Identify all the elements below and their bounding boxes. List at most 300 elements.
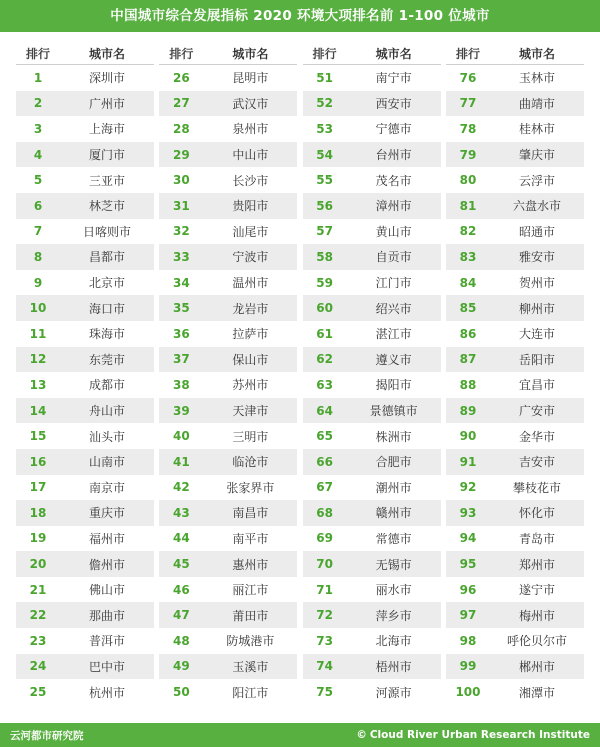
table-column xyxy=(303,42,441,705)
city-cell: 茂名市 xyxy=(375,173,412,188)
table-row xyxy=(16,526,154,552)
city-cell: 泉州市 xyxy=(232,122,269,137)
city-cell: 广州市 xyxy=(88,96,125,111)
table-row xyxy=(446,244,584,270)
table-row xyxy=(159,65,297,91)
rank-cell: 95 xyxy=(459,557,477,572)
table-row xyxy=(16,167,154,193)
city-cell: 雅安市 xyxy=(518,250,555,265)
rank-cell: 15 xyxy=(29,429,47,444)
table-column xyxy=(16,42,154,705)
rank-cell: 3 xyxy=(33,121,43,136)
table-row xyxy=(303,654,441,680)
table-row xyxy=(446,679,584,705)
table-row xyxy=(159,193,297,219)
city-cell: 青岛市 xyxy=(518,531,555,546)
table-column xyxy=(446,42,584,705)
rank-cell: 47 xyxy=(172,608,190,623)
rank-cell: 80 xyxy=(459,173,477,188)
rank-cell: 39 xyxy=(172,403,190,418)
rank-cell: 68 xyxy=(316,505,333,520)
table-row xyxy=(446,475,584,501)
city-cell: 云浮市 xyxy=(518,173,555,188)
table-row xyxy=(16,270,154,296)
table-row xyxy=(159,398,297,424)
rank-cell: 32 xyxy=(172,224,190,239)
table-row xyxy=(446,423,584,449)
rank-cell: 30 xyxy=(172,173,190,188)
city-cell: 武汉市 xyxy=(232,96,269,111)
rank-cell: 38 xyxy=(172,377,190,392)
table-row xyxy=(303,142,441,168)
rank-cell: 86 xyxy=(459,326,477,341)
table-row xyxy=(16,116,154,142)
city-cell: 梧州市 xyxy=(375,659,412,674)
city-cell: 呼伦贝尔市 xyxy=(506,634,567,649)
city-cell: 肇庆市 xyxy=(518,148,555,163)
table-row xyxy=(16,295,154,321)
city-cell: 重庆市 xyxy=(88,506,125,521)
rank-cell: 55 xyxy=(316,173,333,188)
table-row xyxy=(446,628,584,654)
table-row xyxy=(16,628,154,654)
city-cell: 桂林市 xyxy=(518,122,555,137)
rank-cell: 17 xyxy=(29,480,47,495)
table-row xyxy=(16,654,154,680)
city-cell: 南宁市 xyxy=(375,71,412,86)
city-cell: 湛江市 xyxy=(375,327,412,342)
city-cell: 南京市 xyxy=(88,480,125,495)
footer-copyright xyxy=(356,729,590,741)
header-city: 城市名 xyxy=(232,46,269,61)
rank-cell: 77 xyxy=(459,96,477,111)
table-row xyxy=(303,219,441,245)
table-row xyxy=(303,270,441,296)
rank-cell: 44 xyxy=(172,531,190,546)
rank-cell: 78 xyxy=(459,121,477,136)
rank-cell: 56 xyxy=(316,198,333,213)
city-cell: 北海市 xyxy=(375,634,412,649)
city-cell: 六盘水市 xyxy=(512,199,561,214)
city-cell: 西安市 xyxy=(375,96,412,111)
table-row xyxy=(16,500,154,526)
rank-cell: 34 xyxy=(172,275,190,290)
rank-cell: 28 xyxy=(172,121,190,136)
city-cell: 成都市 xyxy=(88,378,125,393)
rank-cell: 27 xyxy=(172,96,190,111)
rank-cell: 19 xyxy=(29,531,47,546)
rank-cell: 43 xyxy=(172,505,190,520)
table-body xyxy=(446,65,584,705)
rank-cell: 62 xyxy=(316,352,333,367)
city-cell: 南昌市 xyxy=(232,506,269,521)
city-cell: 上海市 xyxy=(88,122,125,137)
rank-cell: 23 xyxy=(29,633,47,648)
city-cell: 宁波市 xyxy=(232,250,269,265)
table-row xyxy=(303,372,441,398)
city-cell: 惠州市 xyxy=(232,557,269,572)
table-row xyxy=(159,679,297,705)
city-cell: 赣州市 xyxy=(375,506,412,521)
rank-cell: 87 xyxy=(459,352,477,367)
table-row xyxy=(303,577,441,603)
table-row xyxy=(446,295,584,321)
rank-cell: 48 xyxy=(172,633,190,648)
city-cell: 南平市 xyxy=(232,531,269,546)
table-row xyxy=(159,500,297,526)
city-cell: 广安市 xyxy=(518,404,555,419)
city-cell: 普洱市 xyxy=(88,634,125,649)
table-row xyxy=(159,167,297,193)
rank-cell: 8 xyxy=(33,249,43,264)
city-cell: 儋州市 xyxy=(88,557,125,572)
city-cell: 防城港市 xyxy=(226,634,275,649)
city-cell: 合肥市 xyxy=(375,455,412,470)
table-row xyxy=(303,526,441,552)
city-cell: 中山市 xyxy=(232,148,269,163)
table-row xyxy=(16,449,154,475)
rank-cell: 5 xyxy=(33,173,43,188)
rank-cell: 26 xyxy=(172,70,190,85)
table-row xyxy=(446,577,584,603)
city-cell: 贵阳市 xyxy=(232,199,269,214)
city-cell: 阳江市 xyxy=(232,685,269,700)
rank-cell: 85 xyxy=(459,301,477,316)
table-row xyxy=(303,679,441,705)
rank-cell: 37 xyxy=(172,352,190,367)
rank-cell: 35 xyxy=(172,301,190,316)
header-rank: 排行 xyxy=(169,46,194,61)
city-cell: 遂宁市 xyxy=(518,583,555,598)
rank-cell: 40 xyxy=(172,429,190,444)
city-cell: 汕尾市 xyxy=(232,224,269,239)
table-row xyxy=(159,270,297,296)
city-cell: 金华市 xyxy=(518,429,555,444)
table-row xyxy=(159,91,297,117)
table-row xyxy=(159,423,297,449)
city-cell: 怀化市 xyxy=(518,506,555,521)
table-row xyxy=(303,295,441,321)
rank-cell: 89 xyxy=(459,403,477,418)
rank-cell: 76 xyxy=(459,70,477,85)
city-cell: 张家界市 xyxy=(226,480,275,495)
city-cell: 深圳市 xyxy=(88,71,125,86)
rank-cell: 94 xyxy=(459,531,477,546)
table-row xyxy=(159,321,297,347)
rank-cell: 65 xyxy=(316,429,333,444)
table-header-row xyxy=(16,42,154,65)
table-row xyxy=(159,577,297,603)
city-cell: 郴州市 xyxy=(518,659,555,674)
city-cell: 郑州市 xyxy=(518,557,555,572)
rank-cell: 51 xyxy=(316,70,333,85)
header-city: 城市名 xyxy=(88,46,125,61)
rank-cell: 63 xyxy=(316,377,333,392)
city-cell: 宜昌市 xyxy=(518,378,555,393)
footer-bar xyxy=(0,723,600,747)
table-header-row xyxy=(303,42,441,65)
table-row xyxy=(16,551,154,577)
table-row xyxy=(303,193,441,219)
table-header-row xyxy=(446,42,584,65)
rank-cell: 74 xyxy=(316,659,333,674)
rank-cell: 1 xyxy=(33,70,43,85)
table-row xyxy=(159,116,297,142)
city-cell: 龙岩市 xyxy=(232,301,269,316)
table-row xyxy=(303,65,441,91)
table-row xyxy=(446,65,584,91)
footer-institute-name: 云河都市研究院 xyxy=(10,729,84,742)
rank-cell: 53 xyxy=(316,121,333,136)
city-cell: 日喀则市 xyxy=(82,224,131,239)
city-cell: 临沧市 xyxy=(232,455,269,470)
city-cell: 玉林市 xyxy=(518,71,555,86)
city-cell: 江门市 xyxy=(375,276,412,291)
table-row xyxy=(303,398,441,424)
table-row xyxy=(303,449,441,475)
table-row xyxy=(446,449,584,475)
table-row xyxy=(159,142,297,168)
city-cell: 丽江市 xyxy=(232,583,269,598)
rank-cell: 14 xyxy=(29,403,47,418)
table-row xyxy=(303,551,441,577)
rank-cell: 61 xyxy=(316,326,333,341)
rank-cell: 13 xyxy=(29,377,47,392)
rank-cell: 98 xyxy=(459,633,477,648)
header-city: 城市名 xyxy=(375,46,412,61)
table-row xyxy=(446,526,584,552)
rank-cell: 58 xyxy=(316,249,333,264)
table-row xyxy=(16,91,154,117)
city-cell: 景德镇市 xyxy=(369,404,418,419)
rank-cell: 67 xyxy=(316,480,333,495)
city-cell: 天津市 xyxy=(232,404,269,419)
city-cell: 萍乡市 xyxy=(375,608,412,623)
rank-cell: 97 xyxy=(459,608,477,623)
city-cell: 吉安市 xyxy=(518,455,555,470)
rank-cell: 83 xyxy=(459,249,477,264)
table-row xyxy=(303,167,441,193)
table-body xyxy=(159,65,297,705)
city-cell: 揭阳市 xyxy=(375,378,412,393)
table-row xyxy=(446,219,584,245)
table-row xyxy=(16,65,154,91)
city-cell: 长沙市 xyxy=(232,173,269,188)
table-row xyxy=(16,321,154,347)
rank-cell: 25 xyxy=(29,685,47,700)
table-row xyxy=(16,193,154,219)
header-city: 城市名 xyxy=(518,46,555,61)
table-row xyxy=(159,244,297,270)
city-cell: 大连市 xyxy=(518,327,555,342)
city-cell: 攀枝花市 xyxy=(512,480,561,495)
header-rank: 排行 xyxy=(25,46,50,61)
rank-cell: 66 xyxy=(316,454,333,469)
page-title: 中国城市综合发展指标 2020 环境大项排名前 1-100 位城市 xyxy=(0,0,600,32)
city-cell: 珠海市 xyxy=(88,327,125,342)
city-cell: 苏州市 xyxy=(232,378,269,393)
table-row xyxy=(159,347,297,373)
rank-cell: 88 xyxy=(459,377,477,392)
table-row xyxy=(303,116,441,142)
city-cell: 无锡市 xyxy=(375,557,412,572)
rank-cell: 33 xyxy=(172,249,190,264)
table-row xyxy=(159,219,297,245)
rank-cell: 93 xyxy=(459,505,477,520)
table-row xyxy=(16,347,154,373)
table-row xyxy=(446,602,584,628)
rank-cell: 54 xyxy=(316,147,333,162)
rank-cell: 82 xyxy=(459,224,477,239)
rank-cell: 31 xyxy=(172,198,190,213)
table-row xyxy=(446,193,584,219)
city-cell: 贺州市 xyxy=(518,276,555,291)
city-cell: 林芝市 xyxy=(88,199,125,214)
ranking-table xyxy=(16,42,584,705)
rank-cell: 70 xyxy=(316,557,333,572)
table-row xyxy=(16,423,154,449)
rank-cell: 7 xyxy=(33,224,43,239)
rank-cell: 90 xyxy=(459,429,477,444)
copyright-icon: © xyxy=(356,729,367,741)
city-cell: 遵义市 xyxy=(375,352,412,367)
rank-cell: 29 xyxy=(172,147,190,162)
table-row xyxy=(446,347,584,373)
table-row xyxy=(446,551,584,577)
table-row xyxy=(16,219,154,245)
rank-cell: 9 xyxy=(33,275,43,290)
table-row xyxy=(16,679,154,705)
table-row xyxy=(16,475,154,501)
city-cell: 黄山市 xyxy=(375,224,412,239)
rank-cell: 24 xyxy=(29,659,47,674)
table-row xyxy=(303,423,441,449)
rank-cell: 22 xyxy=(29,608,47,623)
city-cell: 佛山市 xyxy=(88,583,125,598)
city-cell: 丽水市 xyxy=(375,583,412,598)
table-row xyxy=(446,167,584,193)
city-cell: 株洲市 xyxy=(375,429,412,444)
rank-cell: 57 xyxy=(316,224,333,239)
table-row xyxy=(446,142,584,168)
rank-cell: 2 xyxy=(33,96,43,111)
table-row xyxy=(16,244,154,270)
rank-cell: 49 xyxy=(172,659,190,674)
city-cell: 昭通市 xyxy=(518,224,555,239)
table-row xyxy=(159,654,297,680)
city-cell: 杭州市 xyxy=(88,685,125,700)
city-cell: 厦门市 xyxy=(88,148,125,163)
city-cell: 山南市 xyxy=(88,455,125,470)
city-cell: 台州市 xyxy=(375,148,412,163)
table-column xyxy=(159,42,297,705)
rank-cell: 4 xyxy=(33,147,43,162)
rank-cell: 60 xyxy=(316,301,333,316)
rank-cell: 69 xyxy=(316,531,333,546)
city-cell: 潮州市 xyxy=(375,480,412,495)
rank-cell: 18 xyxy=(29,505,47,520)
rank-cell: 59 xyxy=(316,275,333,290)
city-cell: 河源市 xyxy=(375,685,412,700)
table-row xyxy=(303,602,441,628)
table-header-row xyxy=(159,42,297,65)
rank-cell: 36 xyxy=(172,326,190,341)
rank-cell: 52 xyxy=(316,96,333,111)
table-row xyxy=(303,347,441,373)
rank-cell: 50 xyxy=(172,685,190,700)
rank-cell: 45 xyxy=(172,557,190,572)
city-cell: 海口市 xyxy=(88,301,125,316)
table-row xyxy=(303,628,441,654)
table-row xyxy=(303,475,441,501)
rank-cell: 73 xyxy=(316,633,333,648)
city-cell: 漳州市 xyxy=(375,199,412,214)
rank-cell: 84 xyxy=(459,275,477,290)
table-row xyxy=(16,142,154,168)
rank-cell: 46 xyxy=(172,582,190,597)
city-cell: 福州市 xyxy=(88,531,125,546)
rank-cell: 81 xyxy=(459,198,477,213)
rank-cell: 79 xyxy=(459,147,477,162)
rank-cell: 11 xyxy=(29,326,47,341)
table-row xyxy=(446,270,584,296)
city-cell: 莆田市 xyxy=(232,608,269,623)
header-rank: 排行 xyxy=(455,46,480,61)
table-row xyxy=(159,475,297,501)
table-row xyxy=(16,398,154,424)
table-row xyxy=(159,449,297,475)
city-cell: 北京市 xyxy=(88,276,125,291)
rank-cell: 6 xyxy=(33,198,43,213)
table-row xyxy=(159,551,297,577)
city-cell: 宁德市 xyxy=(375,122,412,137)
table-row xyxy=(159,526,297,552)
header-rank: 排行 xyxy=(312,46,337,61)
table-row xyxy=(446,321,584,347)
rank-cell: 75 xyxy=(316,685,333,700)
table-row xyxy=(303,321,441,347)
table-row xyxy=(16,577,154,603)
city-cell: 拉萨市 xyxy=(232,327,269,342)
rank-cell: 100 xyxy=(455,685,481,700)
rank-cell: 41 xyxy=(172,454,190,469)
rank-cell: 10 xyxy=(29,301,47,316)
rank-cell: 92 xyxy=(459,480,477,495)
rank-cell: 72 xyxy=(316,608,333,623)
city-cell: 昆明市 xyxy=(232,71,269,86)
table-row xyxy=(159,372,297,398)
city-cell: 三明市 xyxy=(232,429,269,444)
city-cell: 柳州市 xyxy=(518,301,555,316)
rank-cell: 20 xyxy=(29,557,47,572)
city-cell: 绍兴市 xyxy=(375,301,412,316)
city-cell: 玉溪市 xyxy=(232,659,269,674)
rank-cell: 16 xyxy=(29,454,47,469)
table-row xyxy=(446,91,584,117)
rank-cell: 21 xyxy=(29,582,47,597)
table-row xyxy=(446,372,584,398)
table-row xyxy=(303,91,441,117)
rank-cell: 71 xyxy=(316,582,333,597)
city-cell: 湘潭市 xyxy=(518,685,555,700)
table-row xyxy=(16,372,154,398)
city-cell: 东莞市 xyxy=(88,352,125,367)
rank-cell: 64 xyxy=(316,403,333,418)
table-row xyxy=(303,244,441,270)
city-cell: 自贡市 xyxy=(375,250,412,265)
rank-cell: 42 xyxy=(172,480,190,495)
table-row xyxy=(159,628,297,654)
